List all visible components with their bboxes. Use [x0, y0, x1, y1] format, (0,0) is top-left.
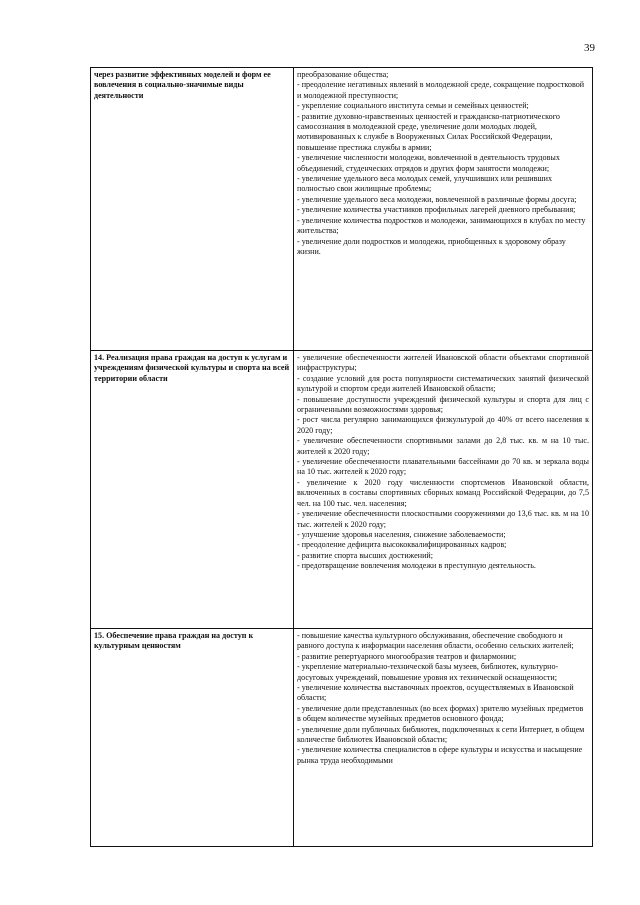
list-item: - повышение качества культурного обслуживания, обеспечение свободного и равного доступа к информации населения области, особенно сельских жителей;	[297, 631, 574, 651]
table-row	[91, 351, 593, 629]
list-item: - преодоление дефицита высококвалифицированных кадров;	[297, 540, 507, 550]
list-item: - предотвращение вовлечения молодежи в преступную деятельность.	[297, 561, 536, 571]
list-item: - рост числа регулярно занимающихся физкультурой до 40% от всего населения к 2020 году;	[297, 415, 589, 435]
list-item: - улучшение здоровья населения, снижение заболеваемости;	[297, 529, 506, 539]
row-title-cell	[91, 629, 294, 847]
list-item: - увеличение удельного веса молодежи, вовлеченной в различные формы досуга;	[297, 194, 577, 204]
page-number: 39	[584, 42, 595, 54]
list-item: - преодоление негативных явлений в молодежной среде, сокращение подростковой и молодежной преступности;	[297, 80, 585, 100]
row-title-cell	[91, 68, 294, 351]
list-item: преобразование общества;	[297, 70, 389, 79]
list-item: - увеличение к 2020 году численности спортсменов Ивановской области, включенных в составы спортивных сборных команд Российской Федерации, до 7,5 чел. на 100 тыс. чел. населения;	[297, 477, 589, 508]
row-results-cell	[294, 68, 593, 351]
list-item: - развитие спорта высших достижений;	[297, 550, 433, 560]
list-item: - развитие репертуарного многообразия театров и филармонии;	[297, 651, 517, 661]
row-results-cell	[294, 351, 593, 629]
list-item: - увеличение доли представленных (во всех формах) зрителю музейных предметов в общем количестве музейных предметов основного фонда;	[297, 703, 584, 724]
row-title: через развитие эффективных моделей и форм ее вовлечения в социально-значимые виды деятельности	[94, 70, 271, 100]
list-item: - увеличение обеспеченности жителей Ивановской области объектами спортивной инфраструктуры;	[297, 353, 589, 373]
table-row	[91, 629, 593, 847]
list-item: - повышение доступности учреждений физической культуры и спорта для лиц с ограниченными возможностями здоровья;	[297, 394, 589, 415]
list-item: - увеличение количества участников профильных лагерей дневного пребывания;	[297, 205, 576, 215]
list-item: - создание условий для роста популярности систематических занятий физической культурой и спортом среди жителей Ивановской области;	[297, 373, 589, 394]
list-item: - увеличение удельного веса молодых семей, улучшивших или решивших полностью свои жилищные проблемы;	[297, 174, 553, 194]
document-table	[90, 67, 593, 847]
list-item: - увеличение доли подростков и молодежи, приобщенных к здоровому образу жизни.	[297, 236, 566, 256]
list-item: - увеличение доли публичных библиотек, подключенных к сети Интернет, в общем количестве библиотек Ивановской области;	[297, 724, 585, 745]
table-row	[91, 68, 593, 351]
list-item: - увеличение количества подростков и молодежи, занимающихся в клубах по месту жительства;	[297, 215, 586, 236]
list-item: - укрепление социального института семьи и семейных ценностей;	[297, 101, 529, 111]
list-item: - увеличение количества специалистов в сфере культуры и искусства и насыщение рынка труда необходимыми	[297, 745, 583, 765]
row-results-cell	[294, 629, 593, 847]
list-item: - увеличение обеспеченности плавательными бассейнами до 70 кв. м зеркала воды на 10 тыс. жителей к 2020 году;	[297, 457, 589, 477]
row-title: 15. Обеспечение права граждан на доступ к культурным ценностям	[94, 631, 254, 651]
list-item: - увеличение количества выставочных проектов, осуществляемых в Ивановской области;	[297, 683, 574, 703]
row-title: 14. Реализация права граждан на доступ к услугам и учреждениям физической культуры и спорта на всей территории области	[94, 353, 290, 383]
list-item: - увеличение численности молодежи, вовлеченной в деятельность трудовых объединений, студенческих отрядов и других форм занятости молодежи;	[297, 153, 560, 173]
list-item: - увеличение обеспеченности плоскостными сооружениями до 13,6 тыс. кв. м на 10 тыс. жителей к 2020 году;	[297, 509, 589, 529]
list-item: - укрепление материально-технической базы музеев, библиотек, культурно-досуговых учреждений, повышение уровня их технической оснащенности;	[297, 662, 559, 682]
list-item: - развитие духовно-нравственных ценностей и гражданско-патриотического самосознания в молодежной среде, увеличение доли молодых людей, мотивированных к службе в Вооруженных Силах Российской Федерации, повышение престижа службы в армии;	[297, 111, 560, 152]
row-title-cell	[91, 351, 294, 629]
list-item: - увеличение обеспеченности спортивными залами до 2,8 тыс. кв. м на 10 тыс. жителей к 2020 году;	[297, 436, 589, 456]
